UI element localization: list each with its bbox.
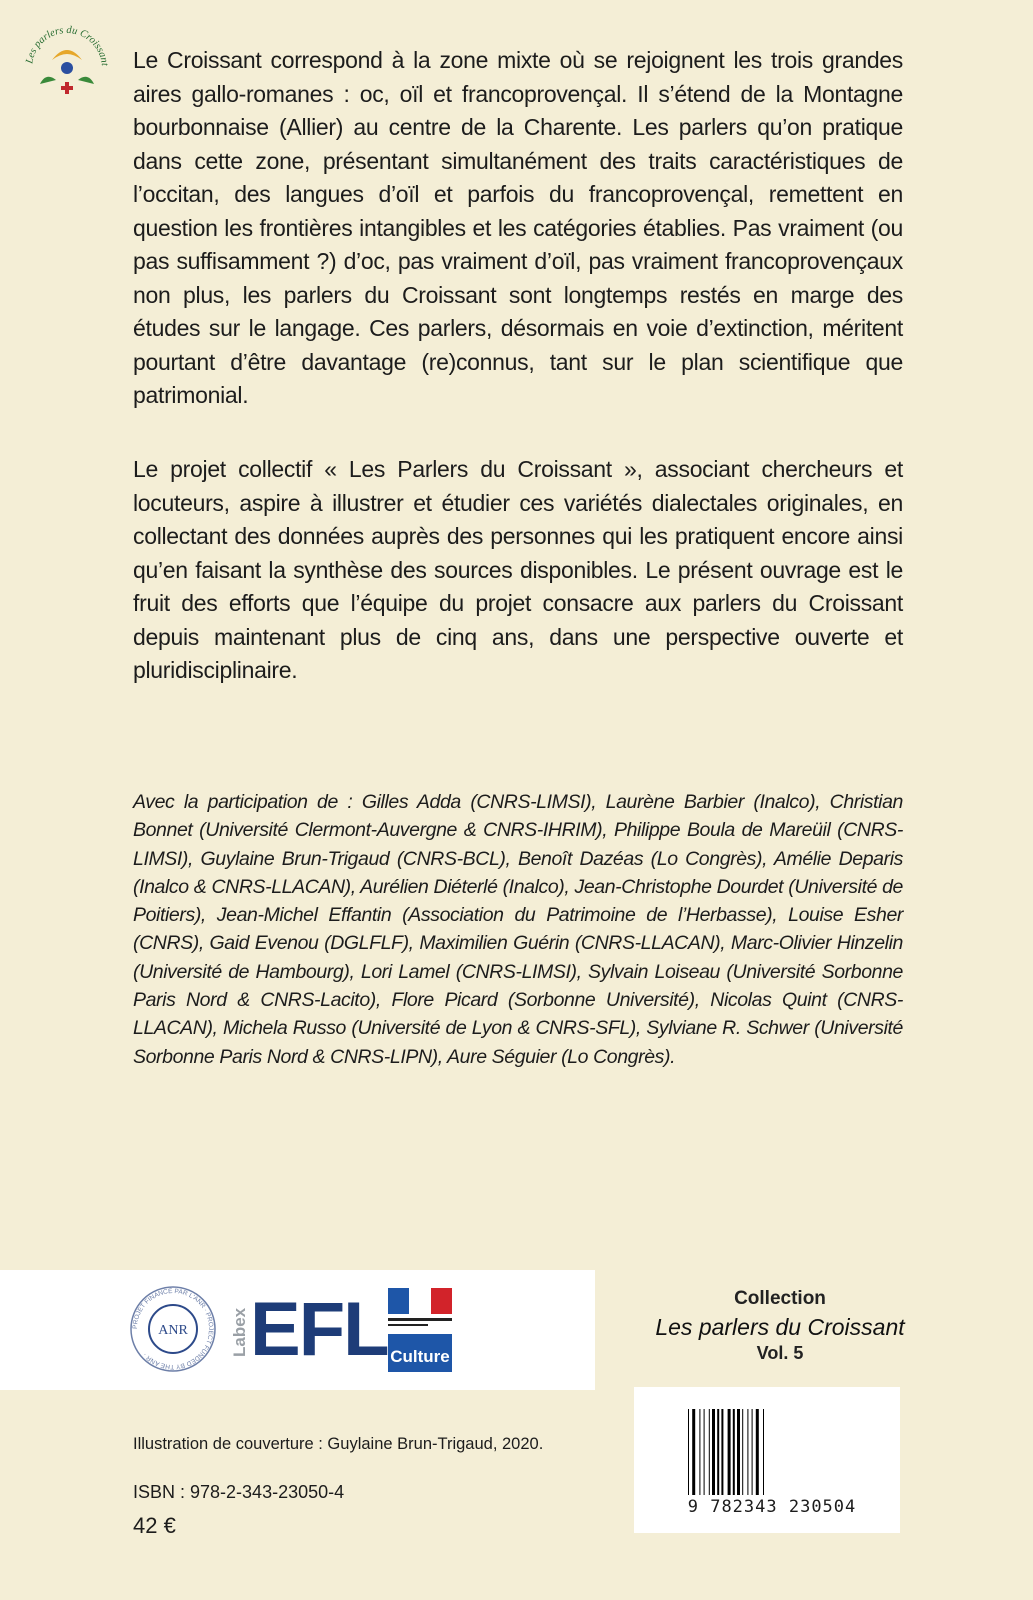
collection-label: Collection <box>734 1288 826 1309</box>
barcode-bar <box>747 1409 748 1495</box>
barcode-bar <box>704 1409 705 1495</box>
barcode-bars-icon <box>686 1409 858 1495</box>
description-paragraph-2 <box>133 453 903 688</box>
barcode-bar <box>733 1409 735 1495</box>
barcode-bar <box>752 1409 753 1495</box>
barcode <box>634 1387 900 1533</box>
barcode-bar <box>721 1409 723 1495</box>
price: 42 € <box>133 1513 176 1538</box>
labex-label: Labex <box>230 1307 249 1357</box>
participants-text: Avec la participation de : Gilles Adda (CNRS-LIMSI), Laurène Barbier (Inalco), Christian Bonnet (Université Clermont-Auvergne & CNRS-IHRIM), Philippe Boula de Mareüil (CNRS-LIMSI), Guylaine Brun-Trigaud (CNRS-BCL), Benoît Dazéas (Lo Congrès), Amélie Deparis (Inalco & CNRS-LLACAN), Aurélien Diéterlé (Inalco), Jean-Christophe Dourdet (Université de Poitiers), Jean-Michel Effantin (Association du Patrimoine de l’Herbasse), Louise Esher (CNRS), Gaid Evenou (DGLFLF), Maximilien Guérin (CNRS-LLACAN), Marc-Olivier Hinzelin (Université de Hambourg), Lori Lamel (CNRS-LIMSI), Sylvain Loiseau (Université Sorbonne Paris Nord & CNRS-Lacito), Flore Picard (Sorbonne Université), Nicolas Quint (CNRS-LLACAN), Michela Russo (Université de Lyon & CNRS-SFL), Sylviane R. Schwer (Université Sorbonne Paris Nord & CNRS-LIPN), Aure Séguier (Lo Congrès). <box>133 791 903 1068</box>
collection-volume: Vol. 5 <box>756 1343 804 1363</box>
barcode-bar <box>692 1409 695 1495</box>
barcode-bar <box>699 1409 700 1495</box>
barcode-bar <box>712 1409 715 1495</box>
funders-band <box>0 1270 595 1390</box>
barcode-bar <box>717 1409 719 1495</box>
croissant-logo-icon <box>22 22 112 102</box>
collection-title: Les parlers du Croissant <box>655 1314 905 1340</box>
efl-label: EFL <box>250 1287 388 1372</box>
barcode-bar <box>737 1409 740 1495</box>
barcode-bar <box>688 1409 689 1495</box>
barcode-bar <box>709 1409 710 1495</box>
paragraph-text: Le projet collectif « Les Parlers du Croissant », associant chercheurs et locuteurs, aspire à illustrer et étudier ces variétés dialectales originales, en collectant des données auprès des personnes qui les pratiquent encore ainsi qu’en faisant la synthèse des sources disponibles. Le présent ouvrage est le fruit des efforts que l’équipe du projet consacre aux parlers du Croissant depuis maintenant plus de cinq ans, dans une perspective ouverte et pluridisciplinaire. <box>133 456 903 683</box>
anr-logo-icon <box>128 1284 218 1374</box>
barcode-bar <box>728 1409 731 1495</box>
participants-list <box>133 788 903 1071</box>
description-paragraph-1 <box>133 44 903 413</box>
ministry-culture-logo-icon <box>388 1288 452 1372</box>
cover-illustration-credit: Illustration de couverture : Guylaine Brun-Trigaud, 2020. <box>133 1435 544 1453</box>
collection-info <box>630 1288 930 1364</box>
barcode-bar <box>742 1409 743 1495</box>
culture-label: Culture <box>390 1347 450 1366</box>
anr-label: ANR <box>158 1323 188 1338</box>
paragraph-text: Le Croissant correspond à la zone mixte où se rejoignent les trois grandes aires gallo-romanes : oc, oïl et francoprovençal. Il s’étend de la Montagne bourbonnaise (Allier) au centre de la Charente. Les parlers qu’on pratique dans cette zone, présentant simultanément des traits caractéristiques de l’occitan, des langues d’oïl et parfois du francoprovençal, remettent en question les frontières intangibles et les catégories établies. Pas vraiment (ou pas suffisamment ?) d’oc, pas vraiment d’oïl, pas vraiment francoprovençaux non plus, les parlers du Croissant sont longtemps restés en marge des études sur le langage. Ces parlers, désormais en voie d’extinction, méritent pourtant d’être davantage (re)connus, tant sur le plan scientifique que patrimonial. <box>133 47 903 408</box>
logo-text: Les parlers du Croissant <box>24 24 110 67</box>
barcode-bar <box>763 1409 764 1495</box>
svg-text:PROJET FINANCÉ PAR L'ANR · PRO: PROJET FINANCÉ PAR L'ANR · PROJECT FUNDED BY THE ANR · <box>131 1287 215 1371</box>
barcode-bar <box>756 1409 759 1495</box>
isbn: ISBN : 978-2-343-23050-4 <box>133 1482 345 1502</box>
barcode-number: 9 782343 230504 <box>687 1497 857 1517</box>
collection-logo <box>22 22 112 102</box>
